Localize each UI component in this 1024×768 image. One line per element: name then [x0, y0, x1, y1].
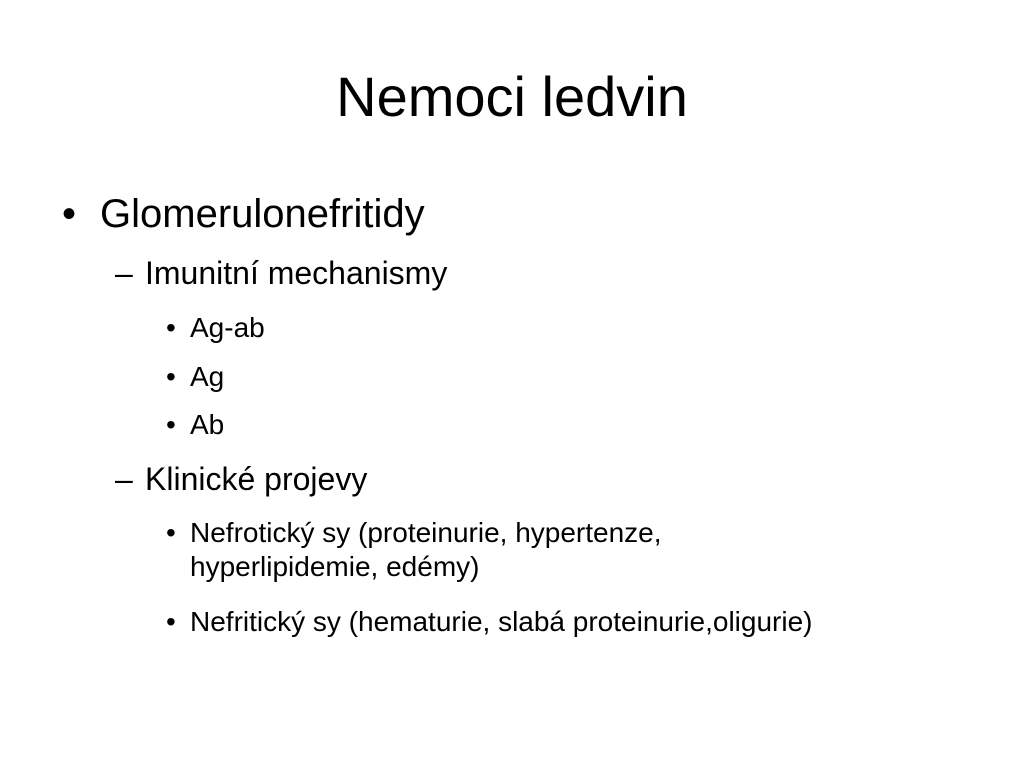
bullet-item-glomerulonefritidy [62, 191, 425, 237]
bullet-text: Ab [190, 409, 225, 440]
bullet-item-nefroticky-sy [166, 516, 790, 584]
dash-marker: – [115, 255, 133, 291]
slide-title: Nemoci ledvin [336, 65, 688, 128]
bullet-marker: • [166, 312, 176, 343]
bullet-text: Nefrotický sy (proteinurie, hypertenze, hyperlipidemie, edémy) [190, 517, 662, 582]
bullet-text: Klinické projevy [145, 461, 368, 497]
bullet-marker: • [166, 409, 176, 440]
bullet-text: Ag-ab [190, 312, 265, 343]
bullet-text: Nefritický sy (hematurie, slabá proteinurie,oligurie) [190, 606, 813, 637]
bullet-item-klinicke-projevy [115, 460, 368, 498]
bullet-marker: • [166, 517, 176, 548]
bullet-text: Glomerulonefritidy [100, 192, 425, 236]
bullet-item-imunitni-mechanismy [115, 254, 448, 292]
bullet-marker: • [62, 192, 77, 236]
bullet-marker: • [166, 606, 176, 637]
bullet-item-nefriticky-sy [166, 605, 990, 639]
dash-marker: – [115, 461, 133, 497]
bullet-item-ag [166, 360, 990, 394]
bullet-text: Ag [190, 361, 225, 392]
bullet-marker: • [166, 361, 176, 392]
bullet-text: Imunitní mechanismy [145, 255, 448, 291]
bullet-item-ag-ab [166, 311, 990, 345]
bullet-item-ab [166, 408, 990, 442]
